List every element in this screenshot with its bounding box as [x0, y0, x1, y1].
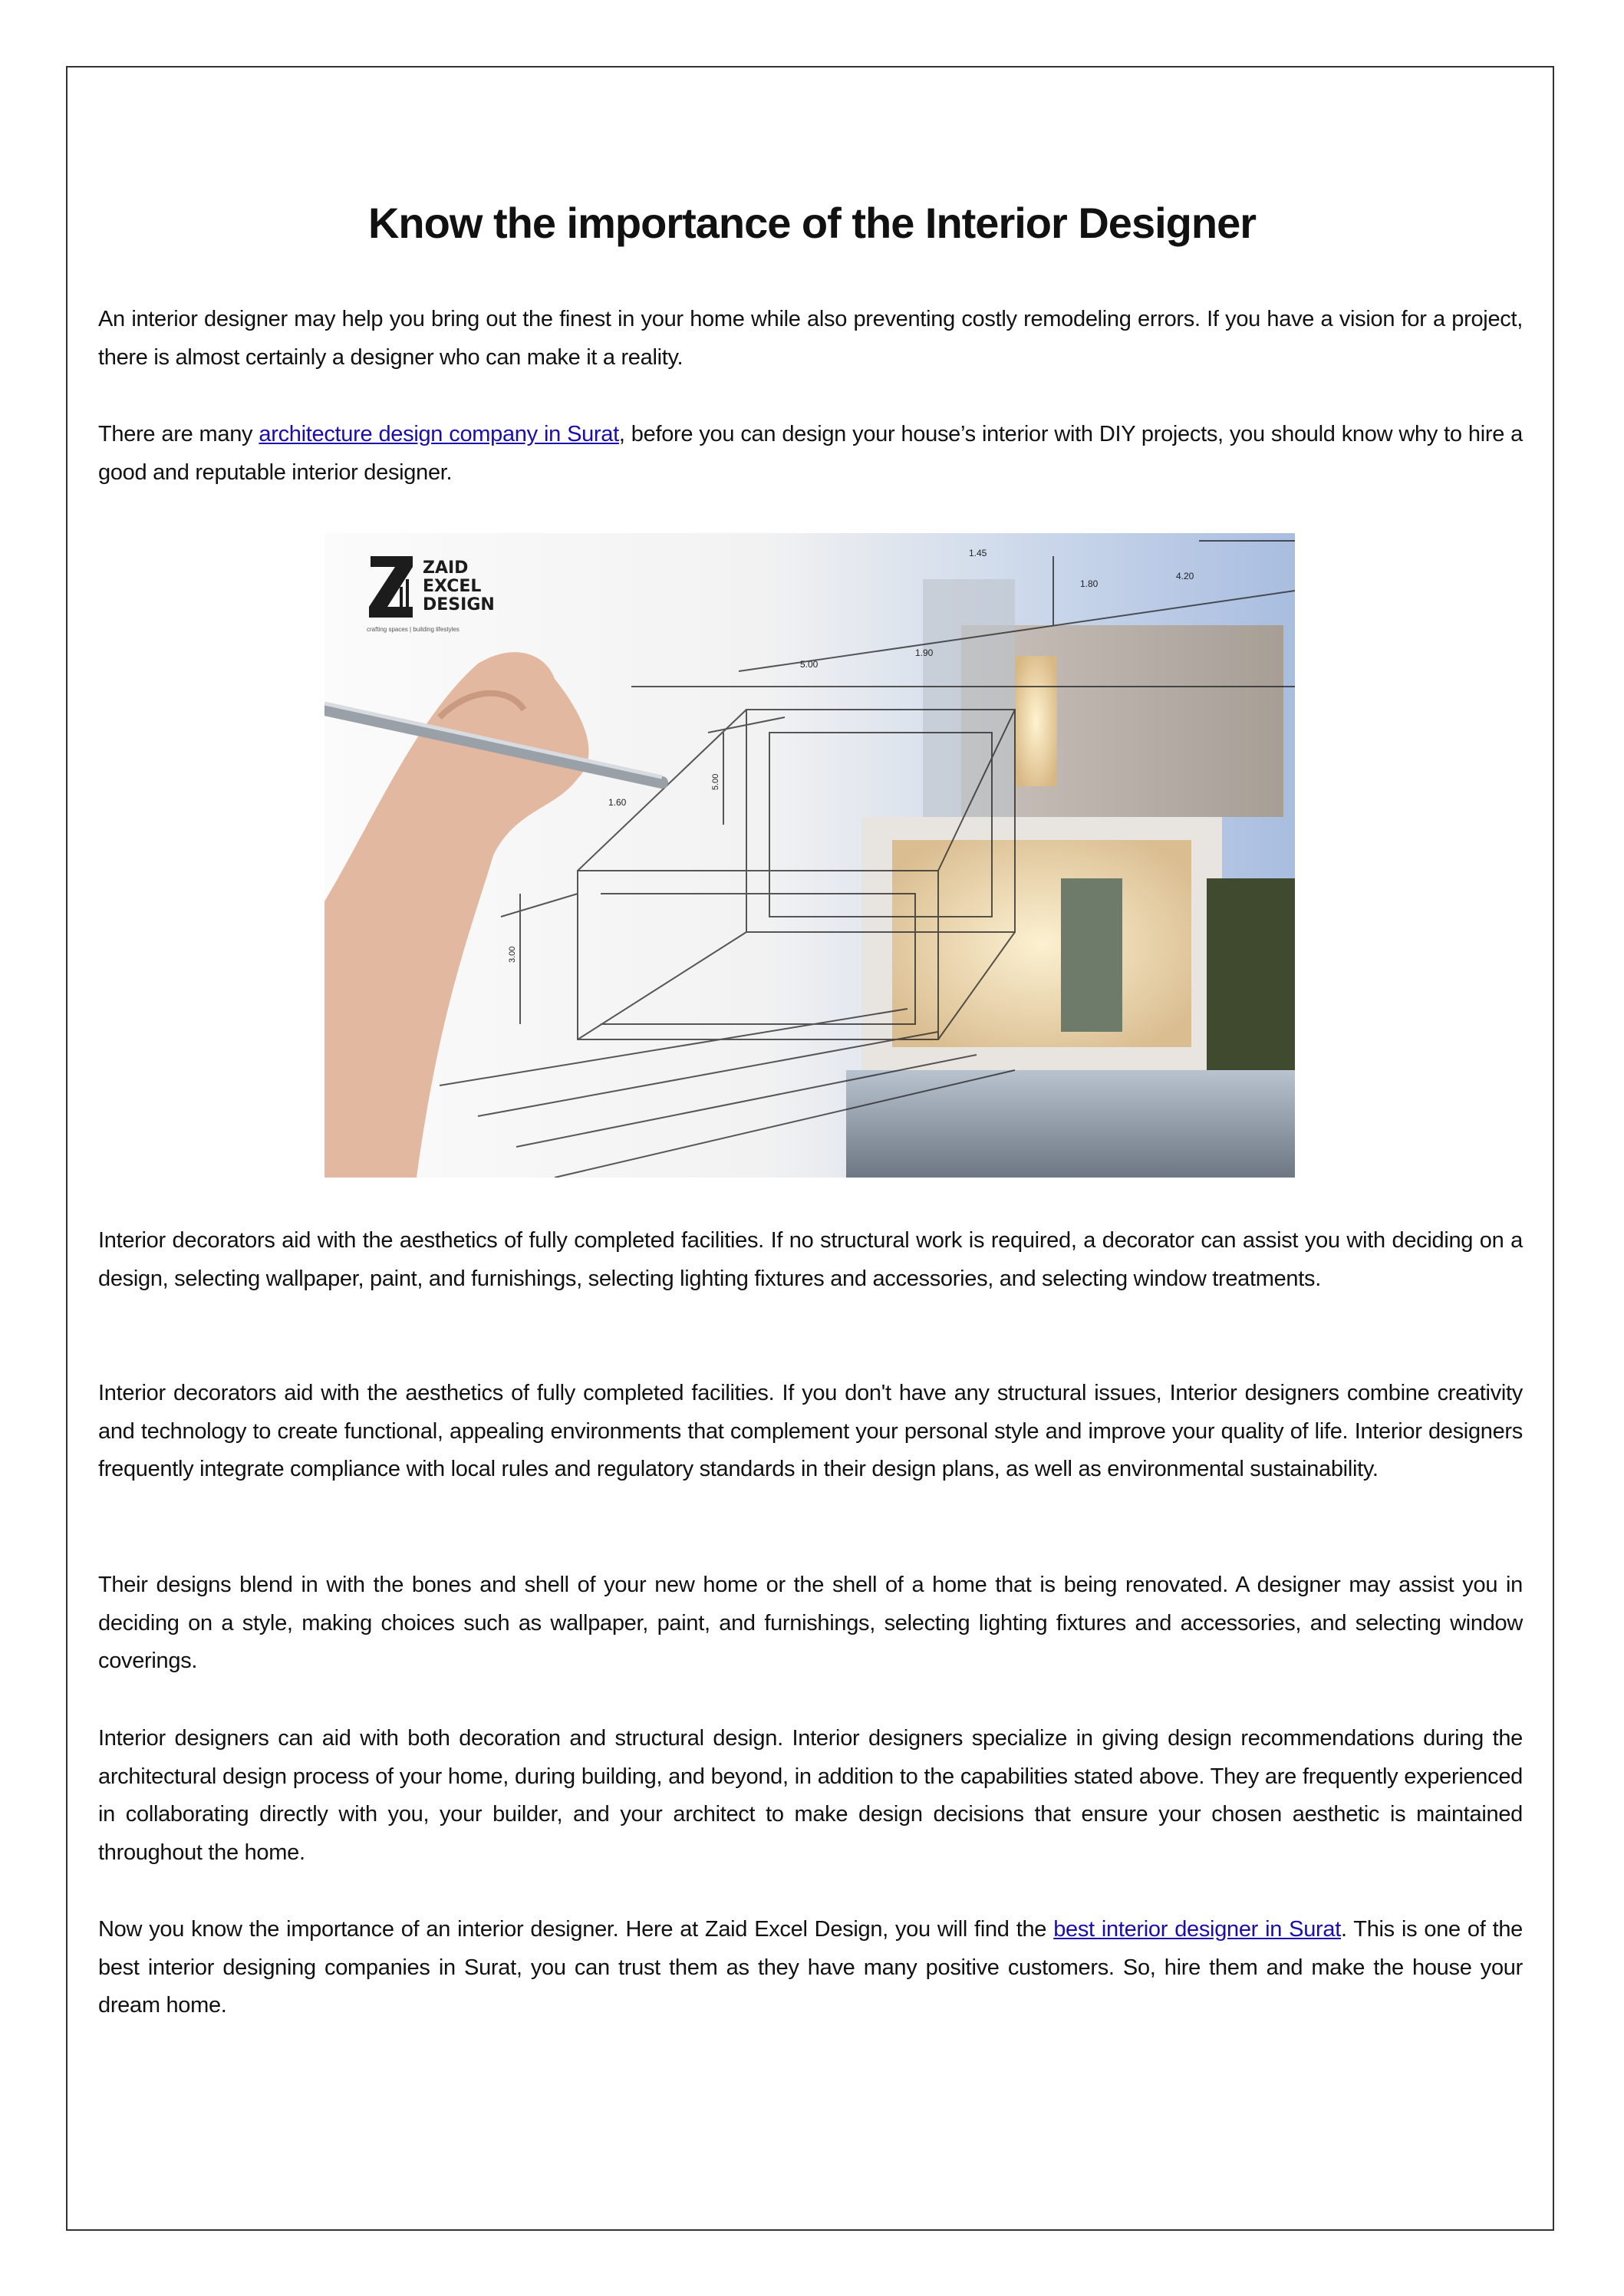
text: . This is one of the best interior designing companies in Surat, you can trust them as they have many positive customers. So, hire them and make the house your dream home. — [98, 1917, 1524, 2018]
paragraph-decorators: Interior decorators aid with the aesthetics of fully completed facilities. If no structural work is required, a decorator can assist you with deciding on a design, selecting wallpaper, paint, and furnishings, selecting lighting fixtures and accessories, and selecting window treatments. — [98, 1228, 1523, 1291]
dimension-label: 1.80 — [1080, 578, 1099, 589]
logo-tagline: crafting spaces | building lifestyles — [367, 626, 460, 633]
page-title: Know the importance of the Interior Designer — [367, 199, 1257, 247]
dimension-label: 1.45 — [969, 548, 987, 558]
logo-text: EXCEL — [423, 577, 482, 596]
dimension-label: 4.20 — [1176, 571, 1194, 581]
dimension-label: 1.90 — [915, 647, 934, 658]
hero-image — [324, 533, 1295, 1178]
paragraph-architecture — [98, 416, 1523, 492]
paragraph-designers: Interior decorators aid with the aesthetics of fully completed facilities. If you don't have any structural issues, Interior designers combine creativity and technology to create functional, appealing environments that complement your personal style and improve your quality of life. Interior designers frequently integrate compliance with local rules and regulatory standards in their design plans, as well as environmental sustainability. — [98, 1381, 1523, 1482]
dimension-label: 5.00 — [800, 659, 819, 670]
paragraph-intro: An interior designer may help you bring out the finest in your home while also preventing costly remodeling errors. If you have a vision for a project, there is almost certainly a designer who can make it a reality. — [98, 307, 1523, 370]
dimension-label: 1.60 — [608, 797, 627, 808]
text: There are many — [98, 422, 259, 446]
dimension-label: 3.00 — [508, 946, 517, 963]
dimension-label: 5.00 — [711, 773, 720, 790]
paragraph-conclusion — [98, 1911, 1523, 2025]
logo-text: ZAID — [423, 558, 469, 578]
paragraph-structural: Interior designers can aid with both decoration and structural design. Interior designers specialize in giving design recommendations during the architectural design process of your home, during building, and beyond, in addition to the capabilities stated above. They are frequently experienced in collaborating directly with you, your builder, and your architect to make design decisions that ensure your chosen aesthetic is maintained throughout the home. — [98, 1726, 1523, 1866]
text: Now you know the importance of an interior designer. Here at Zaid Excel Design, you will find the — [98, 1917, 1054, 1942]
logo-text: DESIGN — [423, 595, 495, 614]
best-interior-designer-link[interactable]: best interior designer in Surat — [1053, 1917, 1341, 1942]
architecture-company-link[interactable]: architecture design company in Surat — [259, 422, 619, 446]
paragraph-blend: Their designs blend in with the bones and shell of your new home or the shell of a home that is being renovated. A designer may assist you in deciding on a style, making choices such as wallpaper, paint, and furnishings, selecting lighting fixtures and accessories, and selecting window coverings. — [98, 1573, 1523, 1674]
text: , before you can design your house’s interior with DIY projects, you should know why to hire a good and reputable interior designer. — [98, 422, 1523, 485]
